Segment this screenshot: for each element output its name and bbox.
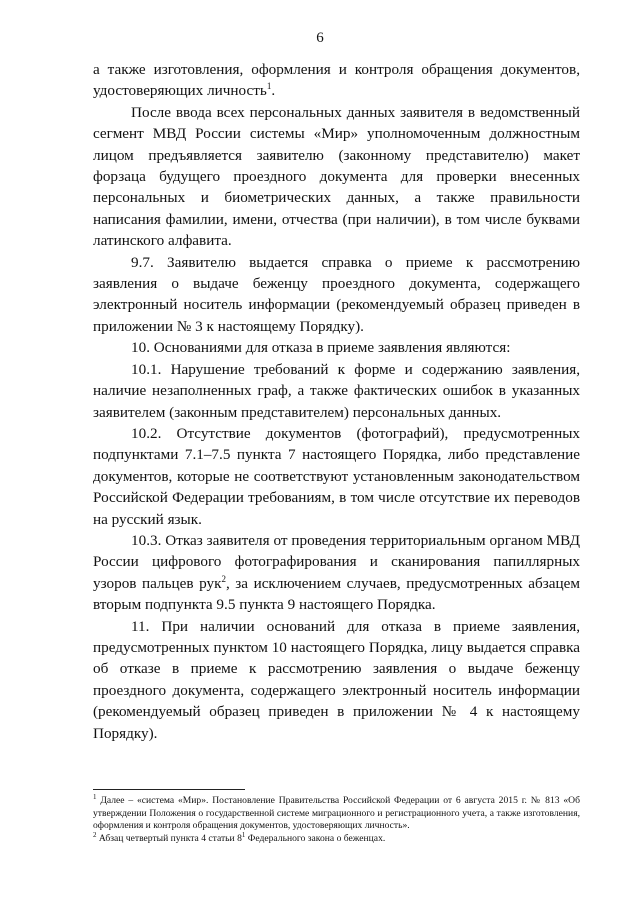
paragraph xyxy=(93,59,580,102)
paragraph xyxy=(93,830,580,846)
paragraph xyxy=(93,337,580,358)
footnote-separator xyxy=(93,789,245,790)
text-run: , за исключением случаев, предусмотренных абзацем вторым подпункта 9.5 пункта 9 настоящего Порядка. xyxy=(93,574,580,614)
text-run: 10.1. Нарушение требований к форме и содержанию заявления, наличие незаполненных граф, а также фактических ошибок в указанных заявителем (законным представителем) персональных данных. xyxy=(93,360,580,421)
paragraph xyxy=(93,252,580,338)
footnotes xyxy=(93,792,580,845)
main-text xyxy=(93,59,580,744)
text-run: 11. При наличии оснований для отказа в приеме заявления, предусмотренных пунктом 10 настоящего Порядка, лицу выдается справка об отказе в приеме к рассмотрению заявления о выдаче беженцу проездного документа, содержащего электронный носитель информации (рекомендуемый образец приведен в приложении № 4 к настоящему Порядку). xyxy=(93,617,580,742)
paragraph xyxy=(93,102,580,252)
footnote-reference: 2 xyxy=(221,573,226,584)
paragraph xyxy=(93,616,580,744)
text-run: а также изготовления, оформления и контроля обращения документов, удостоверяющих личность xyxy=(93,61,580,100)
text-run: Далее – «система «Мир». Постановление Правительства Российской Федерации от 6 августа 2015 г. № 813 «Об утверждении Положения о государственной системе миграционного и регистрационного учета, а также изготовления, оформления и контроля обращения документов, удостоверяющих личность». xyxy=(93,795,580,832)
text-run: 10. Основаниями для отказа в приеме заявления являются: xyxy=(131,339,511,357)
text-run: . xyxy=(271,82,276,100)
footnote-reference: 1 xyxy=(93,792,97,801)
paragraph xyxy=(93,423,580,530)
paragraph xyxy=(93,359,580,423)
paragraph xyxy=(93,530,580,616)
text-run: После ввода всех персональных данных заявителя в ведомственный сегмент МВД России системы «Мир» уполномоченным должностным лицом предъявляется заявителю (законному представителю) макет форзаца будущего проездного документа для проверки внесенных персональных и биометрических данных, а также правильности написания фамилии, имени, отчества (при наличии), в том числе буквами латинского алфавита. xyxy=(93,103,580,250)
footnote-reference: 1 xyxy=(241,830,246,839)
footnote-reference: 2 xyxy=(93,830,97,839)
footnote-reference: 1 xyxy=(266,81,272,92)
text-run: Абзац четвертый пункта 4 статьи 8 xyxy=(96,832,242,844)
text-run: Федерального закона о беженцах. xyxy=(245,832,386,844)
page-number: 6 xyxy=(316,30,324,46)
text-run: 10.2. Отсутствие документов (фотографий), предусмотренных подпунктами 7.1–7.5 пункта 7 настоящего Порядка, либо представление документов, которые не соответствуют установленным законодательством Российской Федерации требованиям, в том числе отсутствие их переводов на русский язык. xyxy=(93,424,580,528)
text-run: 9.7. Заявителю выдается справка о приеме к рассмотрению заявления о выдаче беженцу проездного документа, содержащего электронный носитель информации (рекомендуемый образец приведен в приложении № 3 к настоящему Порядку). xyxy=(93,253,580,335)
paragraph xyxy=(93,792,580,833)
text-run: 10.3. Отказ заявителя от проведения территориальным органом МВД России цифрового фотографирования и сканирования папиллярных узоров пальцев рук xyxy=(93,531,580,592)
